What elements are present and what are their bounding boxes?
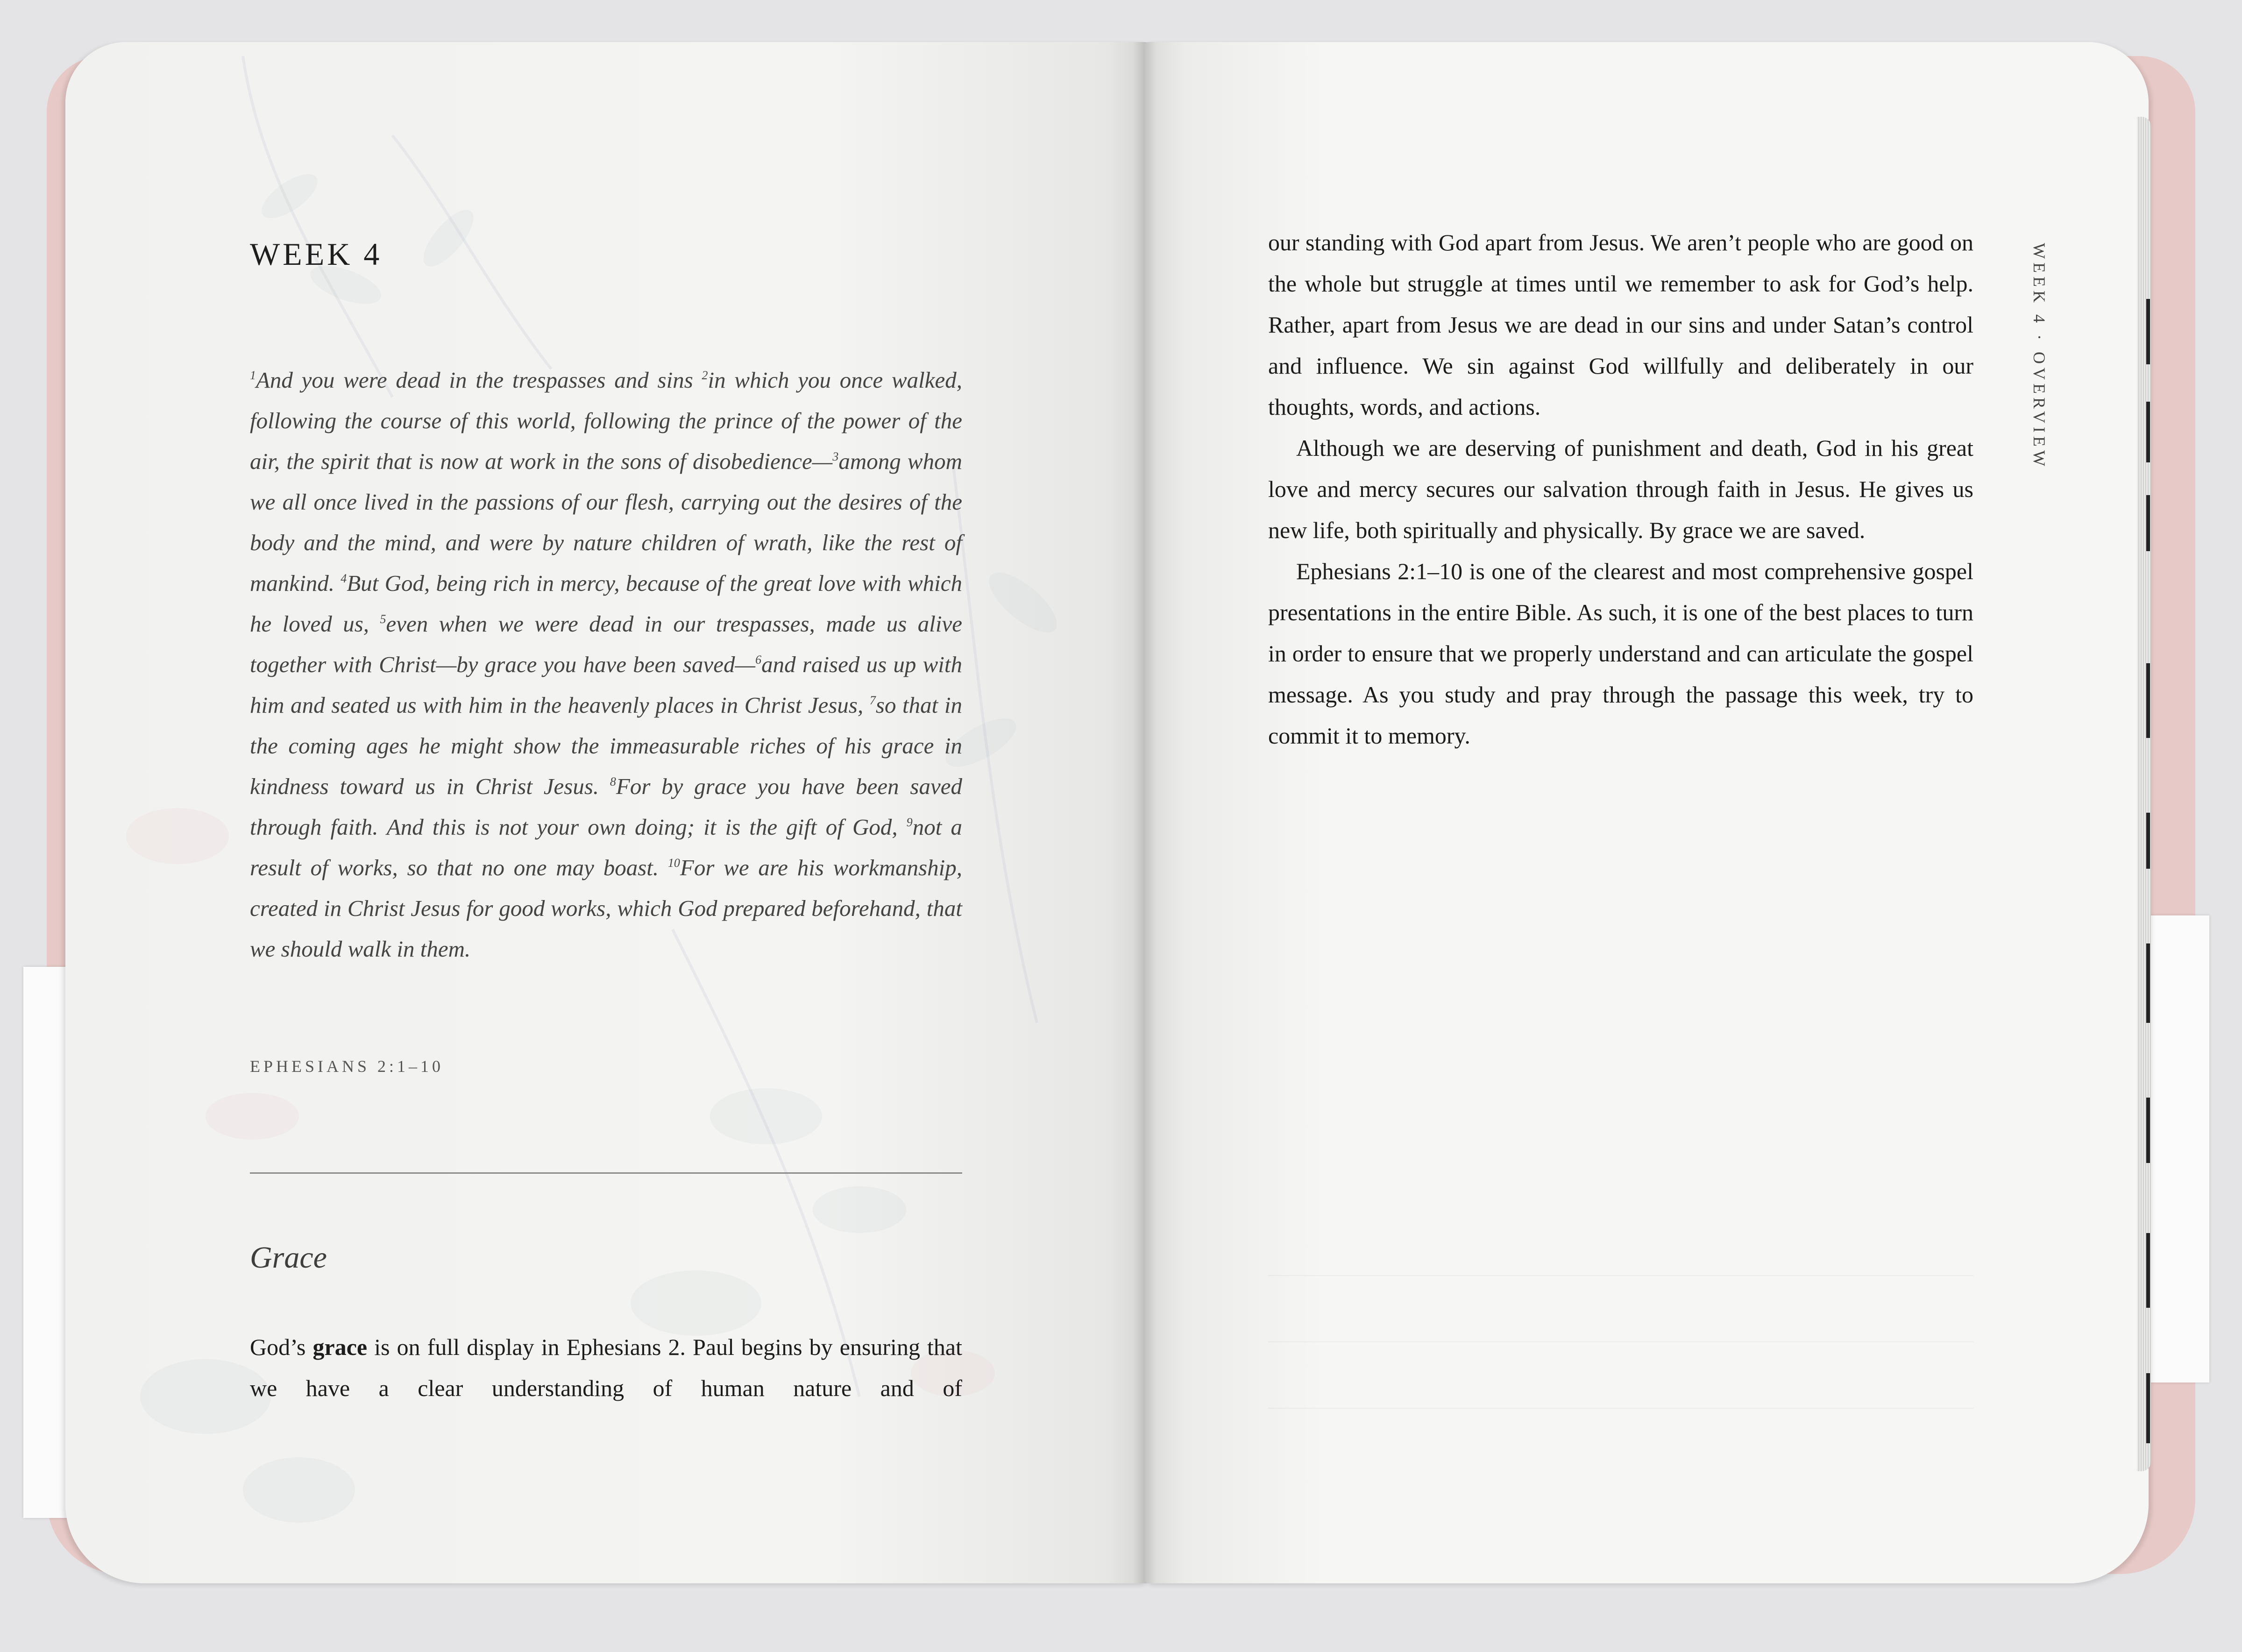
section-title: Grace [250,1241,327,1275]
verse-number: 6 [755,653,762,666]
verse-number: 9 [906,815,913,829]
scripture-reference: EPHESIANS 2:1–10 [250,1057,444,1076]
verse-text: and raised us up with him and seated us with him in the heavenly places in Christ Jesus, [250,652,962,718]
verse-text: And you were dead in the trespasses and sins [256,367,702,393]
verse-text: so that in the coming ages he might show the immeasurable riches of his grace in kindness toward us in Christ Jesus. [250,692,962,799]
verse-text: For we are his workmanship, created in Christ Jesus for good works, which God prepared beforehand, that we should walk in them. [250,855,962,962]
verse-text: But God, being rich in mercy, because of the great love with which he loved us, [250,570,962,637]
verse-number: 4 [341,572,347,585]
paragraph: Ephesians 2:1–10 is one of the clearest and most comprehensive gospel presentations in the entire Bible. As such, it is one of the best places to turn in order to ensure that we properly understand and can articulate the gospel message. As you study and pray through the passage this week, try to commit it to memory. [1268,558,1973,749]
verse-text: not a result of works, so that no one may boast. [250,814,962,880]
paragraph: Although we are deserving of punishment and death, God in his great love and mercy secures our salvation through faith in Jesus. He gives us new life, both spiritually and physically. By grace we are saved. [1268,435,1973,543]
body-text-left [250,1326,962,1409]
verse-number: 1 [250,369,256,382]
paragraph: our standing with God apart from Jesus. We aren’t people who are good on the whole but struggle at times until we remember to ask for God’s help. Rather, apart from Jesus we are dead in our sins and under Satan’s control and influence. We sin against God willfully and deliberately in our thoughts, words, and actions. [1268,229,1973,420]
bookmark-tab-right [2144,915,2209,1383]
running-head: WEEK 4 · OVERVIEW [2030,243,2049,470]
thumb-index-marks [2146,112,2150,1467]
verse-text: For by grace you have been saved through faith. And this is not your own doing; it is the gift of God, [250,773,962,840]
verse-number: 2 [702,369,708,382]
verse-number: 10 [667,856,680,870]
verse-number: 5 [380,612,386,626]
body-text-right [1268,222,1973,756]
body-rest: is on full display in Ephesians 2. Paul begins by ensuring that we have a clear understanding of human nature and of [250,1334,962,1401]
section-divider [250,1172,962,1174]
faint-show-through-lines [1268,1210,1973,1409]
verse-number: 3 [832,450,839,463]
verse-text: even when we were dead in our trespasses, made us alive together with Christ—by grace you have been saved— [250,611,962,677]
body-lead: God’s [250,1334,313,1360]
verse-number: 7 [869,694,876,707]
week-heading: WEEK 4 [250,236,383,272]
emphasized-word: grace [312,1334,368,1360]
spine-shadow [1133,42,1156,1583]
scripture-passage [250,360,962,969]
verse-text: among whom we all once lived in the passions of our flesh, carrying out the desires of the body and the mind, and were by nature children of wrath, like the rest of mankind. [250,448,962,596]
verse-number: 8 [610,775,616,788]
verse-text: in which you once walked, following the course of this world, following the prince of the power of the air, the spirit that is now at work in the sons of disobedience— [250,367,962,474]
